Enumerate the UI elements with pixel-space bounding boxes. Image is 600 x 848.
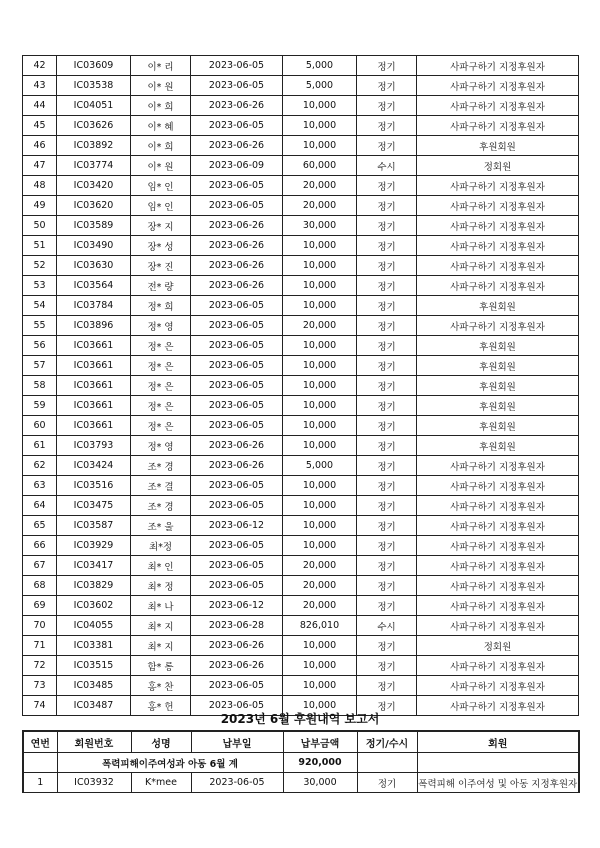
cell-pay-date: 2023-06-05 <box>191 56 283 76</box>
cell-pay-date: 2023-06-26 <box>191 656 283 676</box>
cell-type: 정기 <box>357 376 417 396</box>
cell-member-type: 사파구하기 지정후원자 <box>417 76 579 96</box>
cell-index: 58 <box>23 376 57 396</box>
cell-index: 70 <box>23 616 57 636</box>
cell-name: 홍* 헌 <box>131 696 191 716</box>
cell-member-type: 사파구하기 지정후원자 <box>417 556 579 576</box>
cell-index: 69 <box>23 596 57 616</box>
cell-member-id: IC03485 <box>57 676 131 696</box>
cell-member-id: IC03516 <box>57 476 131 496</box>
cell-member-id: IC03620 <box>57 196 131 216</box>
cell-type: 정기 <box>357 116 417 136</box>
cell-type: 정기 <box>357 656 417 676</box>
cell-amount: 10,000 <box>283 116 357 136</box>
cell-pay-date: 2023-06-05 <box>191 556 283 576</box>
cell-amount: 10,000 <box>283 96 357 116</box>
header-member-id: 회원번호 <box>57 731 131 753</box>
cell-member-type: 사파구하기 지정후원자 <box>417 56 579 76</box>
cell-type: 정기 <box>357 316 417 336</box>
cell-name: 임* 인 <box>131 176 191 196</box>
cell-pay-date: 2023-06-05 <box>191 316 283 336</box>
cell-member-type: 후원회원 <box>417 336 579 356</box>
cell-member-type: 사파구하기 지정후원자 <box>417 216 579 236</box>
header-index: 연번 <box>23 731 57 753</box>
cell-index: 57 <box>23 356 57 376</box>
table-row <box>23 476 579 496</box>
cell-pay-date: 2023-06-05 <box>191 576 283 596</box>
cell-member-id: IC03490 <box>57 236 131 256</box>
cell-name: 정* 영 <box>131 436 191 456</box>
cell-name: 홍* 찬 <box>131 676 191 696</box>
cell-pay-date: 2023-06-05 <box>191 176 283 196</box>
table-row <box>23 336 579 356</box>
table-row <box>23 356 579 376</box>
table-row <box>23 496 579 516</box>
table-row <box>23 196 579 216</box>
cell-type: 정기 <box>357 96 417 116</box>
table-row <box>23 116 579 136</box>
cell-member-type: 사파구하기 지정후원자 <box>417 196 579 216</box>
cell-member-type: 후원회원 <box>417 396 579 416</box>
cell-name: 이* 원 <box>131 156 191 176</box>
cell-amount: 10,000 <box>283 476 357 496</box>
cell-index: 56 <box>23 336 57 356</box>
cell-member-id: IC03417 <box>57 556 131 576</box>
cell-pay-date: 2023-06-05 <box>191 196 283 216</box>
cell-type: 정기 <box>357 436 417 456</box>
cell-index: 62 <box>23 456 57 476</box>
table-row <box>23 616 579 636</box>
cell-amount: 30,000 <box>283 773 357 793</box>
cell-member-id: IC03475 <box>57 496 131 516</box>
cell-amount: 5,000 <box>283 76 357 96</box>
cell-member-id: IC03602 <box>57 596 131 616</box>
cell-member-id: IC03929 <box>57 536 131 556</box>
table-row <box>23 536 579 556</box>
cell-member-id: IC03661 <box>57 336 131 356</box>
cell-member-type: 후원회원 <box>417 376 579 396</box>
table-row <box>23 316 579 336</box>
cell-member-id: IC03829 <box>57 576 131 596</box>
cell-member-id: IC03661 <box>57 416 131 436</box>
cell-index: 73 <box>23 676 57 696</box>
cell-member-id: IC03784 <box>57 296 131 316</box>
cell-index: 67 <box>23 556 57 576</box>
cell-type: 정기 <box>357 336 417 356</box>
table-row <box>23 516 579 536</box>
table-row <box>23 256 579 276</box>
cell-type: 정기 <box>357 596 417 616</box>
cell-pay-date: 2023-06-26 <box>191 436 283 456</box>
cell-member-type: 후원회원 <box>417 296 579 316</box>
cell-amount: 5,000 <box>283 56 357 76</box>
cell-type: 정기 <box>357 396 417 416</box>
table-row <box>23 416 579 436</box>
cell-pay-date: 2023-06-05 <box>191 496 283 516</box>
cell-type: 정기 <box>357 136 417 156</box>
cell-index: 45 <box>23 116 57 136</box>
cell-type: 정기 <box>357 256 417 276</box>
cell-amount: 60,000 <box>283 156 357 176</box>
cell-member-id: IC03564 <box>57 276 131 296</box>
cell-name: 이* 원 <box>131 76 191 96</box>
cell-member-id: IC03661 <box>57 356 131 376</box>
cell-type: 정기 <box>357 416 417 436</box>
report-header-row <box>23 731 579 753</box>
report-table-body <box>23 773 579 793</box>
cell-name: 조* 경 <box>131 496 191 516</box>
cell-name: 조* 울 <box>131 516 191 536</box>
cell-member-type: 사파구하기 지정후원자 <box>417 496 579 516</box>
cell-amount: 10,000 <box>283 396 357 416</box>
table-row <box>23 156 579 176</box>
cell-index: 60 <box>23 416 57 436</box>
cell-member-id: IC03487 <box>57 696 131 716</box>
cell-member-id: IC03626 <box>57 116 131 136</box>
cell-amount: 20,000 <box>283 196 357 216</box>
cell-pay-date: 2023-06-12 <box>191 516 283 536</box>
cell-type: 정기 <box>357 276 417 296</box>
cell-amount: 10,000 <box>283 256 357 276</box>
cell-type: 정기 <box>357 176 417 196</box>
cell-amount: 10,000 <box>283 496 357 516</box>
cell-member-type: 정회원 <box>417 156 579 176</box>
report-table <box>22 730 580 793</box>
cell-index: 74 <box>23 696 57 716</box>
cell-name: 함* 롱 <box>131 656 191 676</box>
cell-name: 이* 희 <box>131 136 191 156</box>
cell-type: 정기 <box>357 536 417 556</box>
cell-index: 44 <box>23 96 57 116</box>
table-row <box>23 436 579 456</box>
cell-amount: 10,000 <box>283 356 357 376</box>
cell-index: 48 <box>23 176 57 196</box>
subtotal-blank-type <box>357 753 417 773</box>
cell-member-id: IC03424 <box>57 456 131 476</box>
cell-name: K*mee <box>131 773 191 793</box>
cell-member-type: 사파구하기 지정후원자 <box>417 256 579 276</box>
cell-pay-date: 2023-06-05 <box>191 773 283 793</box>
cell-index: 50 <box>23 216 57 236</box>
cell-type: 정기 <box>357 196 417 216</box>
cell-name: 임* 인 <box>131 196 191 216</box>
cell-amount: 10,000 <box>283 136 357 156</box>
table-row <box>23 176 579 196</box>
header-pay-date: 납부일 <box>191 731 283 753</box>
cell-amount: 10,000 <box>283 416 357 436</box>
cell-name: 최* 인 <box>131 556 191 576</box>
cell-pay-date: 2023-06-26 <box>191 256 283 276</box>
cell-name: 정* 은 <box>131 376 191 396</box>
cell-member-id: IC03515 <box>57 656 131 676</box>
cell-index: 63 <box>23 476 57 496</box>
table-row <box>23 456 579 476</box>
cell-type: 정기 <box>357 356 417 376</box>
cell-pay-date: 2023-06-26 <box>191 136 283 156</box>
cell-pay-date: 2023-06-05 <box>191 296 283 316</box>
cell-type: 정기 <box>357 296 417 316</box>
subtotal-label: 폭력피해이주여성과 아동 6월 계 <box>57 753 283 773</box>
cell-member-id: IC03774 <box>57 156 131 176</box>
cell-type: 정기 <box>357 216 417 236</box>
cell-type: 정기 <box>357 516 417 536</box>
table-row <box>23 376 579 396</box>
cell-type: 정기 <box>357 76 417 96</box>
cell-pay-date: 2023-06-05 <box>191 356 283 376</box>
cell-amount: 10,000 <box>283 336 357 356</box>
cell-index: 1 <box>23 773 57 793</box>
subtotal-row <box>23 753 579 773</box>
cell-member-id: IC03609 <box>57 56 131 76</box>
cell-index: 71 <box>23 636 57 656</box>
cell-member-type: 사파구하기 지정후원자 <box>417 536 579 556</box>
cell-member-type: 후원회원 <box>417 436 579 456</box>
cell-pay-date: 2023-06-26 <box>191 216 283 236</box>
cell-pay-date: 2023-06-26 <box>191 636 283 656</box>
cell-index: 42 <box>23 56 57 76</box>
cell-member-id: IC03892 <box>57 136 131 156</box>
cell-amount: 20,000 <box>283 596 357 616</box>
cell-pay-date: 2023-06-26 <box>191 236 283 256</box>
cell-index: 51 <box>23 236 57 256</box>
cell-index: 66 <box>23 536 57 556</box>
cell-pay-date: 2023-06-05 <box>191 696 283 716</box>
cell-member-type: 사파구하기 지정후원자 <box>417 696 579 716</box>
cell-name: 최* 지 <box>131 616 191 636</box>
cell-type: 정기 <box>357 236 417 256</box>
table-row <box>23 236 579 256</box>
cell-name: 정* 영 <box>131 316 191 336</box>
table-row <box>23 76 579 96</box>
cell-member-id: IC03587 <box>57 516 131 536</box>
cell-index: 47 <box>23 156 57 176</box>
cell-name: 이* 혜 <box>131 116 191 136</box>
cell-member-type: 사파구하기 지정후원자 <box>417 316 579 336</box>
cell-member-type: 사파구하기 지정후원자 <box>417 116 579 136</box>
cell-member-type: 폭력피해 이주여성 및 아동 지정후원자 <box>417 773 579 793</box>
cell-pay-date: 2023-06-05 <box>191 536 283 556</box>
cell-member-type: 후원회원 <box>417 356 579 376</box>
subtotal-blank <box>23 753 57 773</box>
cell-index: 46 <box>23 136 57 156</box>
cell-pay-date: 2023-06-05 <box>191 396 283 416</box>
cell-index: 43 <box>23 76 57 96</box>
table-row <box>23 296 579 316</box>
cell-member-type: 사파구하기 지정후원자 <box>417 96 579 116</box>
cell-name: 장* 성 <box>131 236 191 256</box>
cell-amount: 5,000 <box>283 456 357 476</box>
subtotal-amount: 920,000 <box>283 753 357 773</box>
cell-member-type: 사파구하기 지정후원자 <box>417 596 579 616</box>
cell-member-type: 사파구하기 지정후원자 <box>417 516 579 536</box>
cell-amount: 10,000 <box>283 536 357 556</box>
cell-index: 55 <box>23 316 57 336</box>
cell-member-id: IC03932 <box>57 773 131 793</box>
cell-amount: 10,000 <box>283 696 357 716</box>
cell-pay-date: 2023-06-05 <box>191 376 283 396</box>
table-row <box>23 96 579 116</box>
cell-member-id: IC04055 <box>57 616 131 636</box>
cell-name: 최*정 <box>131 536 191 556</box>
subtotal-blank-member <box>417 753 579 773</box>
cell-pay-date: 2023-06-05 <box>191 116 283 136</box>
cell-member-id: IC03793 <box>57 436 131 456</box>
cell-member-type: 후원회원 <box>417 136 579 156</box>
cell-amount: 10,000 <box>283 276 357 296</box>
cell-member-type: 사파구하기 지정후원자 <box>417 676 579 696</box>
table-row <box>23 556 579 576</box>
cell-type: 수시 <box>357 616 417 636</box>
cell-name: 이* 희 <box>131 96 191 116</box>
cell-amount: 10,000 <box>283 636 357 656</box>
cell-amount: 10,000 <box>283 676 357 696</box>
cell-index: 54 <box>23 296 57 316</box>
cell-name: 전* 량 <box>131 276 191 296</box>
cell-name: 정* 희 <box>131 296 191 316</box>
cell-name: 정* 은 <box>131 356 191 376</box>
cell-amount: 10,000 <box>283 296 357 316</box>
donation-table-body <box>23 56 579 716</box>
cell-pay-date: 2023-06-05 <box>191 76 283 96</box>
cell-amount: 20,000 <box>283 176 357 196</box>
cell-type: 정기 <box>357 56 417 76</box>
cell-name: 정* 은 <box>131 416 191 436</box>
cell-member-type: 사파구하기 지정후원자 <box>417 576 579 596</box>
cell-name: 정* 은 <box>131 396 191 416</box>
cell-type: 정기 <box>357 676 417 696</box>
cell-index: 53 <box>23 276 57 296</box>
cell-amount: 10,000 <box>283 436 357 456</box>
cell-name: 이* 리 <box>131 56 191 76</box>
table-row <box>23 276 579 296</box>
cell-amount: 20,000 <box>283 576 357 596</box>
table-row <box>23 636 579 656</box>
cell-index: 49 <box>23 196 57 216</box>
cell-type: 정기 <box>357 636 417 656</box>
cell-amount: 20,000 <box>283 556 357 576</box>
cell-type: 정기 <box>357 556 417 576</box>
table-row <box>23 56 579 76</box>
cell-pay-date: 2023-06-09 <box>191 156 283 176</box>
cell-pay-date: 2023-06-26 <box>191 96 283 116</box>
cell-type: 정기 <box>357 456 417 476</box>
cell-index: 52 <box>23 256 57 276</box>
cell-pay-date: 2023-06-05 <box>191 336 283 356</box>
cell-pay-date: 2023-06-05 <box>191 476 283 496</box>
cell-name: 최* 정 <box>131 576 191 596</box>
cell-pay-date: 2023-06-26 <box>191 456 283 476</box>
table-row <box>23 216 579 236</box>
header-amount: 납부금액 <box>283 731 357 753</box>
cell-amount: 10,000 <box>283 656 357 676</box>
cell-type: 정기 <box>357 773 417 793</box>
cell-name: 장* 지 <box>131 216 191 236</box>
table-row <box>23 656 579 676</box>
cell-type: 정기 <box>357 476 417 496</box>
cell-index: 72 <box>23 656 57 676</box>
cell-name: 최* 지 <box>131 636 191 656</box>
cell-member-id: IC03538 <box>57 76 131 96</box>
cell-amount: 10,000 <box>283 236 357 256</box>
header-member-type: 회원 <box>417 731 579 753</box>
cell-member-id: IC03420 <box>57 176 131 196</box>
cell-amount: 30,000 <box>283 216 357 236</box>
header-type: 정기/수시 <box>357 731 417 753</box>
cell-member-type: 사파구하기 지정후원자 <box>417 276 579 296</box>
cell-member-type: 사파구하기 지정후원자 <box>417 476 579 496</box>
table-row <box>23 773 579 793</box>
report-title: 2023년 6월 후원내역 보고서 <box>220 712 380 726</box>
cell-type: 수시 <box>357 156 417 176</box>
cell-member-id: IC04051 <box>57 96 131 116</box>
cell-pay-date: 2023-06-05 <box>191 676 283 696</box>
cell-pay-date: 2023-06-28 <box>191 616 283 636</box>
cell-name: 장* 진 <box>131 256 191 276</box>
table-row <box>23 576 579 596</box>
cell-amount: 826,010 <box>283 616 357 636</box>
table-row <box>23 596 579 616</box>
cell-member-type: 정회원 <box>417 636 579 656</box>
cell-name: 조* 결 <box>131 476 191 496</box>
cell-name: 조* 경 <box>131 456 191 476</box>
cell-member-id: IC03589 <box>57 216 131 236</box>
cell-name: 최* 나 <box>131 596 191 616</box>
cell-member-type: 후원회원 <box>417 416 579 436</box>
cell-member-id: IC03896 <box>57 316 131 336</box>
cell-index: 68 <box>23 576 57 596</box>
cell-index: 64 <box>23 496 57 516</box>
cell-type: 정기 <box>357 696 417 716</box>
cell-amount: 10,000 <box>283 376 357 396</box>
cell-type: 정기 <box>357 576 417 596</box>
table-row <box>23 136 579 156</box>
cell-amount: 20,000 <box>283 316 357 336</box>
header-name: 성명 <box>131 731 191 753</box>
cell-name: 정* 은 <box>131 336 191 356</box>
table-row <box>23 676 579 696</box>
cell-member-id: IC03661 <box>57 376 131 396</box>
cell-member-id: IC03661 <box>57 396 131 416</box>
cell-pay-date: 2023-06-12 <box>191 596 283 616</box>
cell-type: 정기 <box>357 496 417 516</box>
cell-member-type: 사파구하기 지정후원자 <box>417 176 579 196</box>
donation-table <box>22 55 579 716</box>
cell-member-type: 사파구하기 지정후원자 <box>417 236 579 256</box>
cell-member-id: IC03630 <box>57 256 131 276</box>
cell-index: 61 <box>23 436 57 456</box>
cell-member-type: 사파구하기 지정후원자 <box>417 616 579 636</box>
cell-pay-date: 2023-06-26 <box>191 276 283 296</box>
cell-pay-date: 2023-06-05 <box>191 416 283 436</box>
cell-amount: 10,000 <box>283 516 357 536</box>
cell-index: 59 <box>23 396 57 416</box>
cell-member-type: 사파구하기 지정후원자 <box>417 456 579 476</box>
cell-index: 65 <box>23 516 57 536</box>
cell-member-type: 사파구하기 지정후원자 <box>417 656 579 676</box>
table-row <box>23 396 579 416</box>
cell-member-id: IC03381 <box>57 636 131 656</box>
